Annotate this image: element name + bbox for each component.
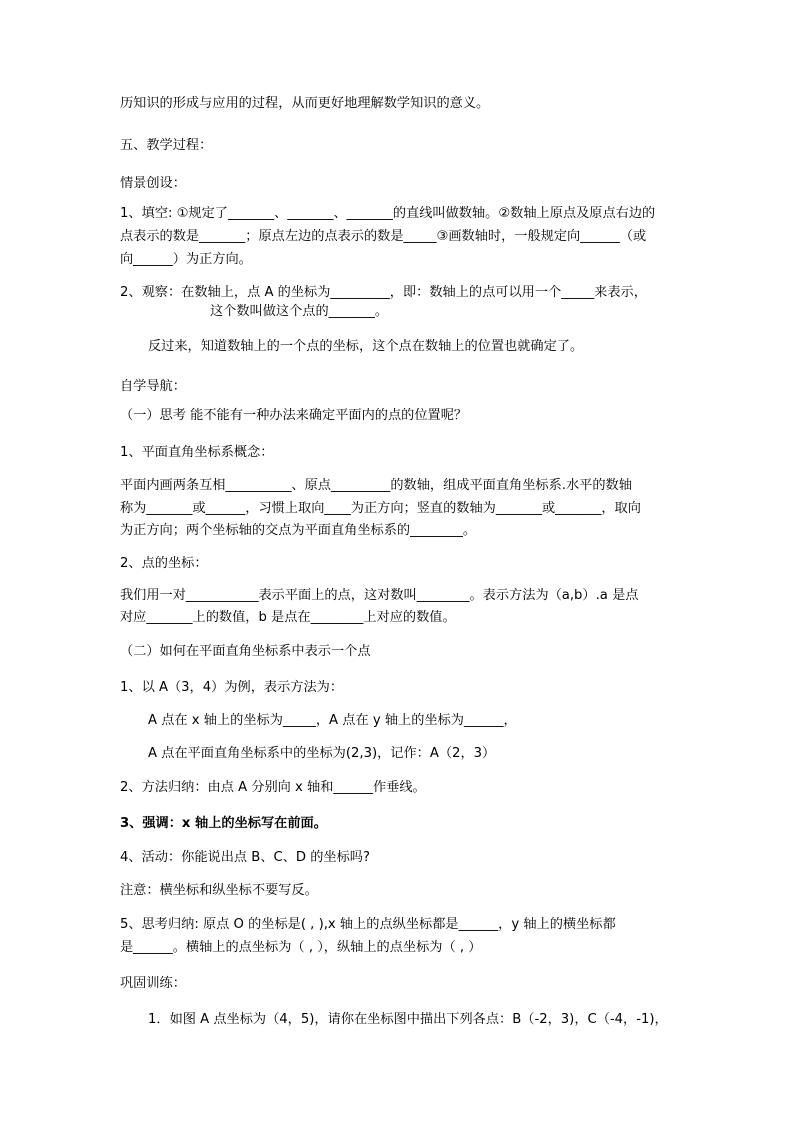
observe-line-1: 2、观察：在数轴上，点 A 的坐标为_________，即：数轴上的点可以用一个_____来表示， [120, 285, 647, 300]
concept-line-1: 平面内画两条互相__________、原点_________的数轴，组成平面直角坐标系.水平的数轴 [120, 478, 632, 493]
concept-heading: 1、平面直角坐标系概念： [120, 445, 274, 460]
example-line-2: A 点在平面直角坐标系中的坐标为(2,3)，记作：A（2，3） [148, 746, 496, 761]
fill-blank-line-2: 点表示的数是_______；原点左边的点表示的数是_____③画数轴时，一般规定向______（或 [120, 229, 647, 244]
summary-line-2: 是______。横轴上的点坐标为（ , ），纵轴上的点坐标为（ , ） [120, 940, 482, 955]
subheading-scenario: 情景创设： [120, 176, 186, 191]
point-coordinate-heading: 2、点的坐标： [120, 556, 208, 571]
point-coordinate-line-1: 我们用一对___________表示平面上的点，这对数叫________。表示方法为（a,b）.a 是点 [120, 588, 639, 603]
text-line-intro-continuation: 历知识的形成与应用的过程，从而更好地理解数学知识的意义。 [120, 96, 490, 111]
section-heading-teaching-process: 五、教学过程： [120, 138, 213, 153]
example-heading: 1、以 A（3，4）为例，表示方法为： [120, 680, 344, 695]
emphasis-line: 3、强调：x 轴上的坐标写在前面。 [120, 816, 327, 831]
fill-blank-line-1: 1、填空: ①规定了_______、_______、_______的直线叫做数轴。②数轴上原点及原点右边的 [120, 206, 656, 221]
concept-line-3: 为正方向；两个坐标轴的交点为平面直角坐标系的________。 [120, 523, 477, 538]
think-question: （一）思考 能不能有一种办法来确定平面内的点的位置呢？ [120, 408, 468, 423]
concept-line-2: 称为_______或______，习惯上取向____为正方向；竖直的数轴为_______或_______，取向 [120, 501, 641, 516]
method-summary: 2、方法归纳：由点 A 分别向 x 轴和______作垂线。 [120, 780, 426, 795]
summary-line-1: 5、思考归纳: 原点 O 的坐标是( , ),x 轴上的点纵坐标都是______，y 轴上的横坐标都 [120, 917, 616, 932]
practice-question-1: 1．如图 A 点坐标为（4，5)，请你在坐标图中描出下列各点：B（-2，3)，C（-4，-1)， [148, 1012, 668, 1027]
activity-line: 4、活动：你能说出点 B、C、D 的坐标吗? [120, 850, 370, 865]
conversely-paragraph: 反过来，知道数轴上的一个点的坐标，这个点在数轴上的位置也就确定了。 [148, 339, 584, 354]
subheading-practice: 巩固训练： [120, 976, 186, 991]
note-line: 注意：横坐标和纵坐标不要写反。 [120, 883, 318, 898]
example-line-1: A 点在 x 轴上的坐标为_____，A 点在 y 轴上的坐标为______， [148, 713, 517, 728]
fill-blank-line-3: 向______）为正方向。 [120, 252, 252, 267]
point-coordinate-line-2: 对应_______上的数值，b 是点在________上对应的数值。 [120, 610, 456, 625]
observe-line-2: 这个数叫做这个点的_______。 [210, 304, 389, 319]
subheading-self-study: 自学导航： [120, 379, 186, 394]
subheading-represent-point: （二）如何在平面直角坐标系中表示一个点 [120, 644, 371, 659]
